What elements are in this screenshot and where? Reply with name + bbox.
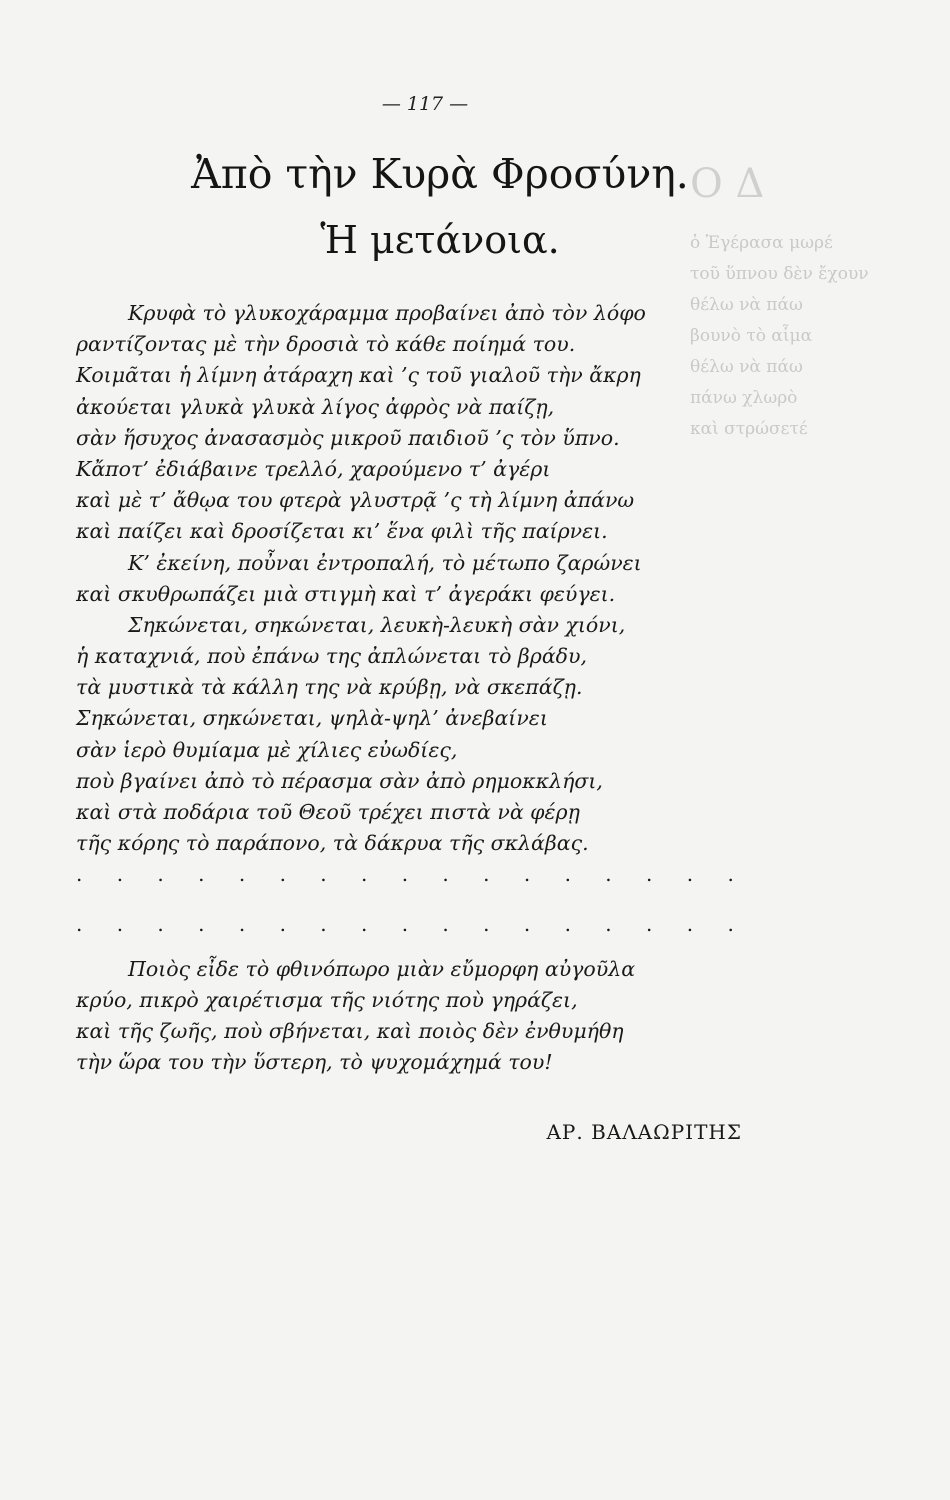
poem-line: Ποιὸς εἶδε τὸ φθινόπωρο μιὰν εὔμορφη αὐγοῦλα xyxy=(128,956,636,981)
poem-line: τὴν ὥρα του τὴν ὕστερη, τὸ ψυχομάχημά του! xyxy=(76,1050,553,1075)
poem-line: καὶ σκυθρωπάζει μιὰ στιγμὴ καὶ τ’ ἀγεράκι φεύγει. xyxy=(76,581,616,606)
poem-subtitle: Ἡ μετάνοια. xyxy=(320,218,560,262)
ellipsis-row: . . . . . . . . . . . . . . . . . xyxy=(76,862,748,887)
poem-line: καὶ μὲ τ’ ἄθῳα του φτερὰ γλυστρᾷ ’ς τὴ λίμνη ἀπάνω xyxy=(76,488,635,513)
poem-line: καὶ τῆς ζωῆς, ποὺ σβήνεται, καὶ ποιὸς δὲν ἐνθυμήθη xyxy=(76,1019,624,1044)
poem-line: ραντίζοντας μὲ τὴν δροσιὰ τὸ κάθε ποίημά του. xyxy=(76,332,576,357)
poem-line: ἡ καταχνιά, ποὺ ἐπάνω της ἀπλώνεται τὸ βράδυ, xyxy=(76,644,587,669)
poem-line: Κἄποτ’ ἐδιάβαινε τρελλό, χαρούμενο τ’ ἀγέρι xyxy=(76,456,551,481)
poem-line: Σηκώνεται, σηκώνεται, ψηλὰ-ψηλ’ ἀνεβαίνει xyxy=(76,706,548,731)
ellipsis-row: . . . . . . . . . . . . . . . . . xyxy=(76,911,748,936)
poem-line: καὶ στὰ ποδάρια τοῦ Θεοῦ τρέχει πιστὰ νὰ φέρῃ xyxy=(76,800,580,824)
poem-line: κρύο, πικρὸ χαιρέτισμα τῆς νιότης ποὺ γηράζει, xyxy=(76,987,578,1012)
poem-line: σὰν ἱερὸ θυμίαμα μὲ χίλιες εὐωδίες, xyxy=(76,737,458,762)
poem-line: ἀκούεται γλυκὰ γλυκὰ λίγος ἀφρὸς νὰ παίζῃ, xyxy=(76,394,555,419)
page-title: Ἀπὸ τὴν Κυρὰ Φροσύνη. xyxy=(191,150,689,198)
poem-line: τῆς κόρης τὸ παράπονο, τὰ δάκρυα τῆς σκλάβας. xyxy=(76,831,589,856)
poem-body xyxy=(76,298,748,1079)
poem-line: Κοιμᾶται ἡ λίμνη ἀτάραχη καὶ ’ς τοῦ γιαλοῦ τὴν ἄκρη xyxy=(76,363,641,388)
bleed-through-decoration: Ο Δ ὁ Ἐγέρασα μωρέ τοῦ ὕπνου δὲν ἔχουν θέλω νὰ πάω βουνὸ τὸ αἷμα θέλω νὰ πάω πάνω χλωρὸ καὶ στρώσετέ xyxy=(690,161,869,439)
poem-line: Σηκώνεται, σηκώνεται, λευκὴ-λευκὴ σὰν χιόνι, xyxy=(128,612,626,637)
page-number: — 117 — xyxy=(381,93,469,115)
poem-line: σὰν ἥσυχος ἀνασασμὸς μικροῦ παιδιοῦ ’ς τὸν ὕπνο. xyxy=(76,425,620,450)
poem-line: ποὺ βγαίνει ἀπὸ τὸ πέρασμα σὰν ἀπὸ ρημοκκλήσι, xyxy=(76,768,603,793)
poem-line: Κρυφὰ τὸ γλυκοχάραμμα προβαίνει ἀπὸ τὸν λόφο xyxy=(128,301,646,325)
poem-line: τὰ μυστικὰ τὰ κάλλη της νὰ κρύβῃ, νὰ σκεπάζῃ. xyxy=(76,675,583,700)
poem-line: Κ’ ἐκείνη, ποὖναι ἐντροπαλή, τὸ μέτωπο ζαρώνει xyxy=(128,550,642,575)
author-signature: ΑΡ. ΒΑΛΑΩΡΙΤΗΣ xyxy=(546,1120,742,1144)
poem-line: καὶ παίζει καὶ δροσίζεται κι’ ἕνα φιλὶ τῆς παίρνει. xyxy=(76,519,608,544)
